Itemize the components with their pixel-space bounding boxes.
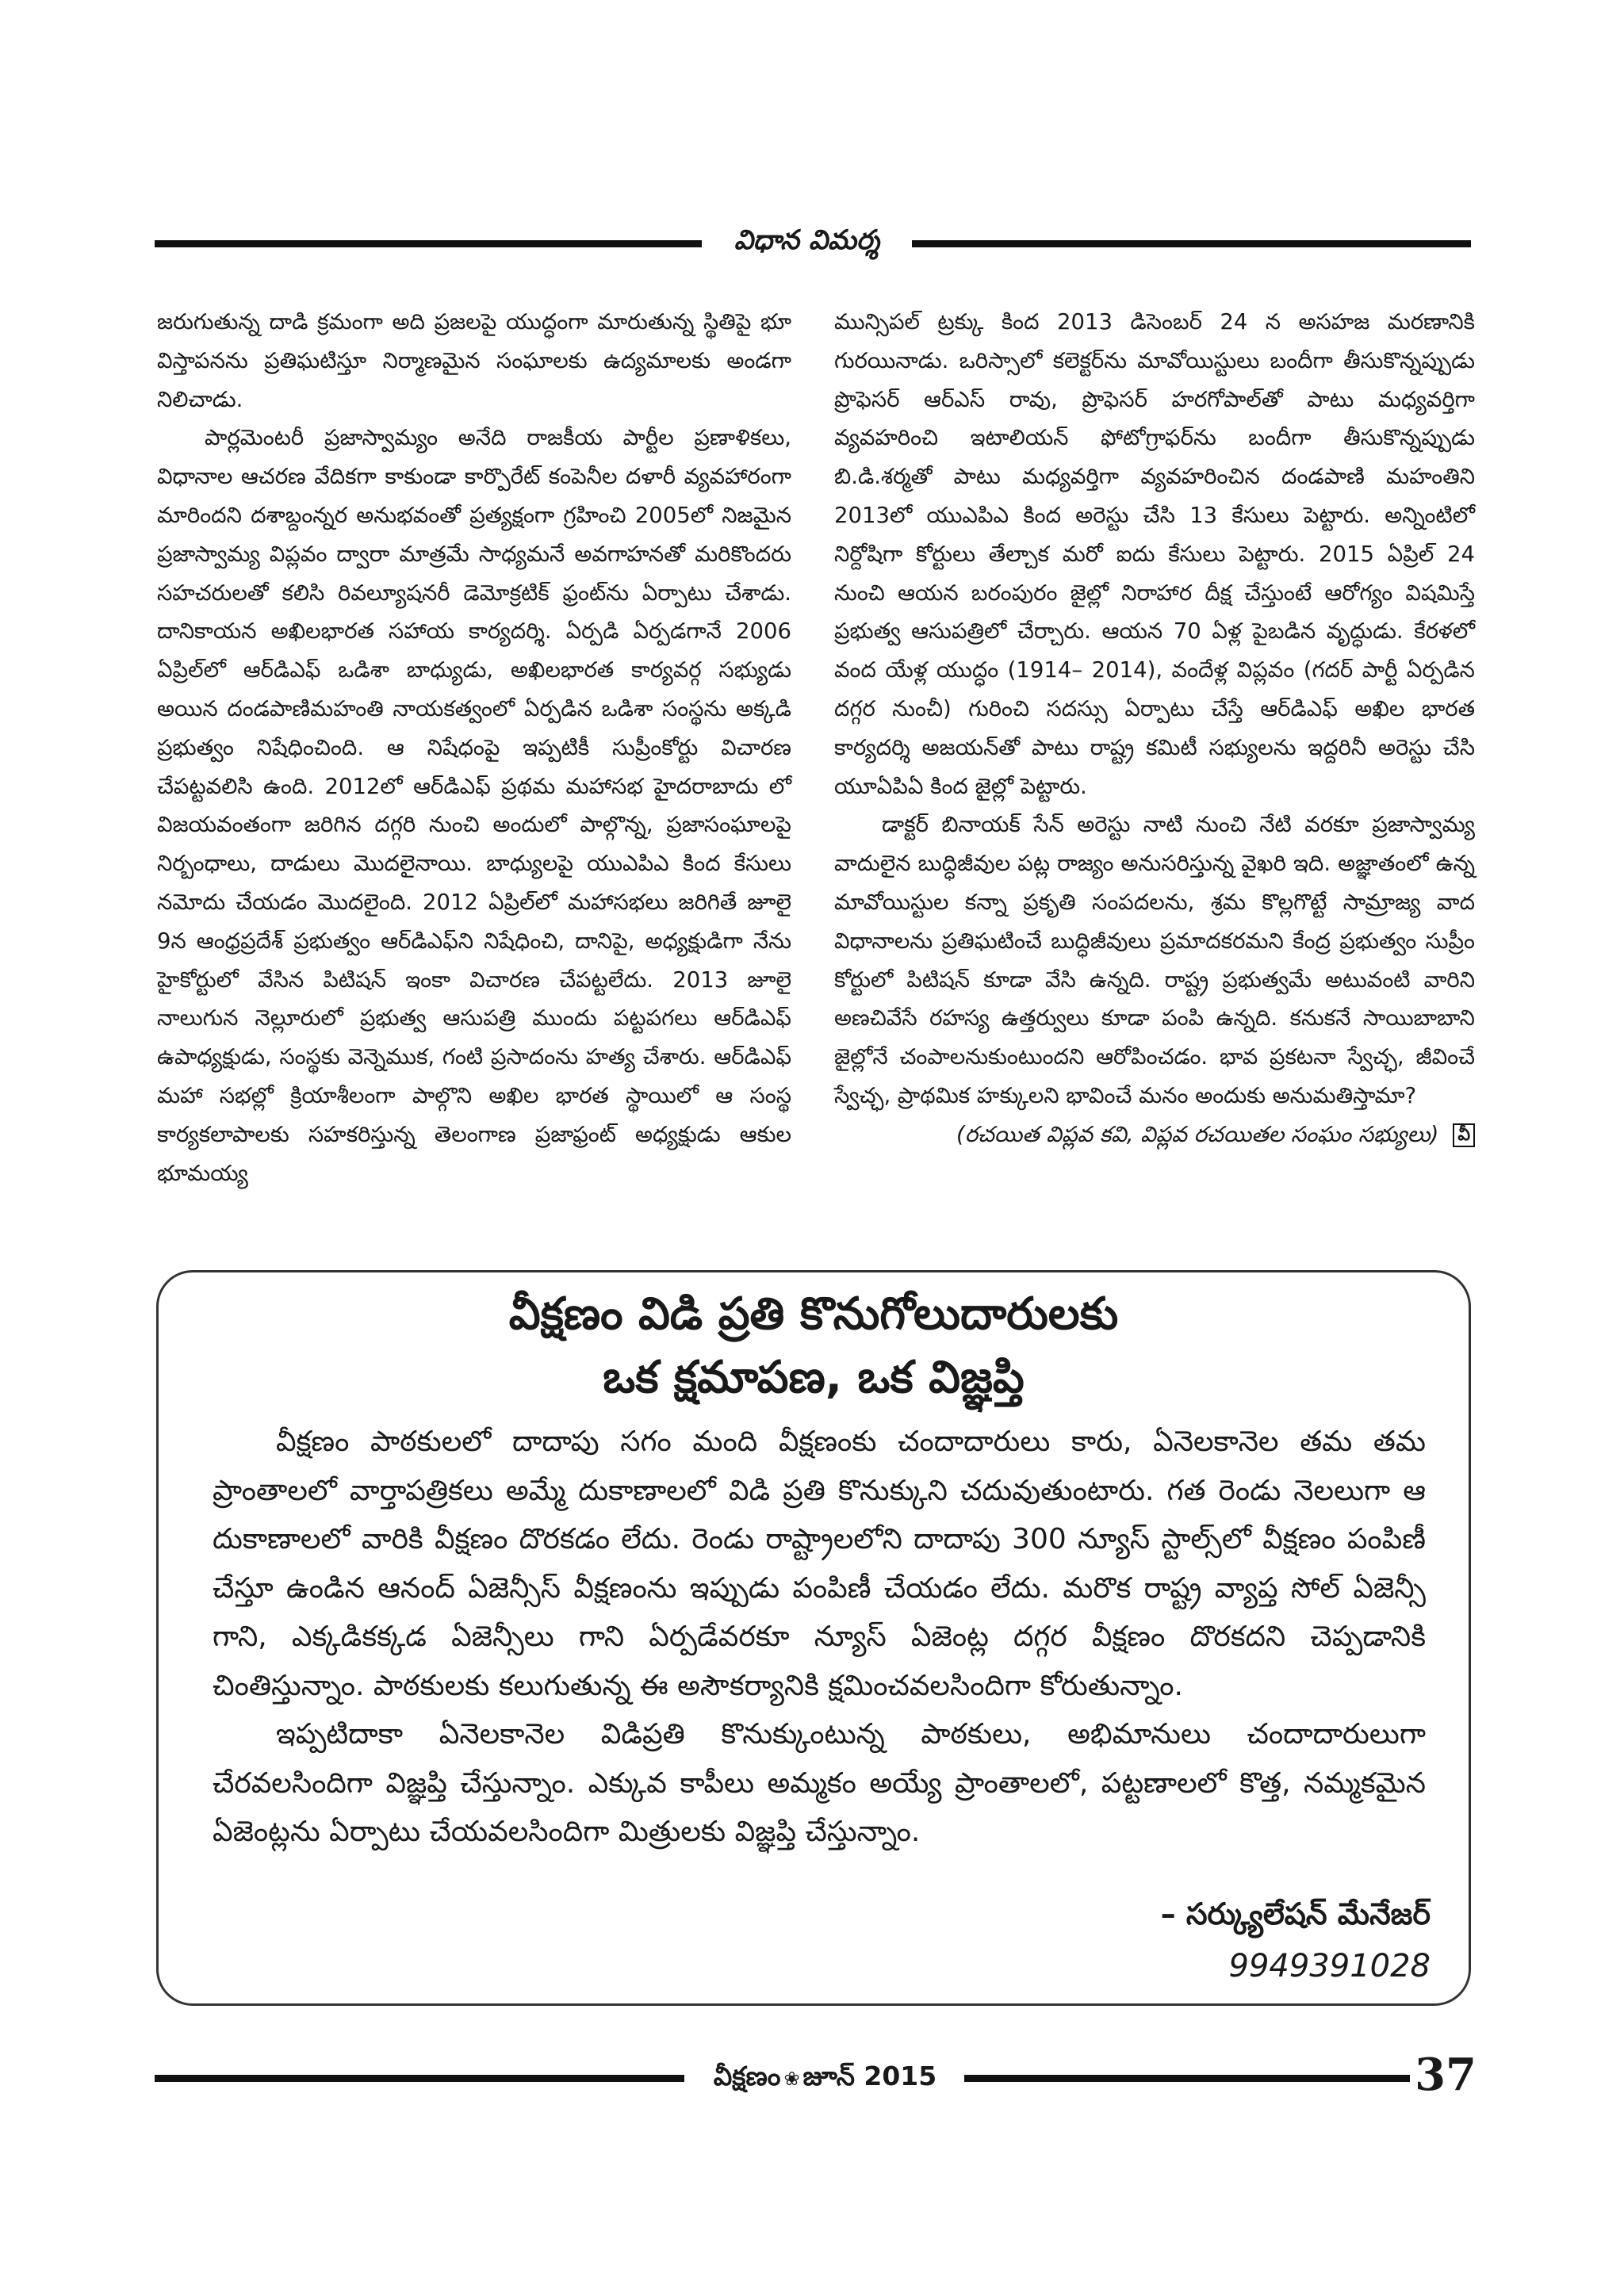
header-rule-left bbox=[155, 240, 702, 247]
notice-phone: 9949391028 bbox=[1228, 1948, 1431, 1984]
page-number: 37 bbox=[1415, 2049, 1477, 2101]
end-mark: వీ bbox=[1453, 1123, 1475, 1147]
footer-magazine-name: వీక్షణం bbox=[713, 2061, 781, 2091]
article-right-column bbox=[834, 303, 1475, 1154]
author-credit bbox=[834, 1115, 1475, 1154]
section-title: విధాన విమర్శ bbox=[733, 224, 880, 256]
notice-paragraph: ఇప్పటిదాకా ఏనెలకానెల విడిప్రతి కొనుక్కుంటున్న పాఠకులు, అభిమానులు చందాదారులుగా చేరవలసిందిగా విజ్ఞప్తి చేస్తున్నాం. ఎక్కువ కాపీలు అమ్మకం అయ్యే ప్రాంతాలలో, పట్టణాలలో కొత్త, నమ్మకమైన ఏజెంట్లను ఏర్పాటు చేయవలసిందిగా మిత్రులకు విజ్ఞప్తి చేస్తున్నాం. bbox=[213, 1718, 1426, 1848]
footer-rule-right bbox=[964, 2075, 1410, 2082]
notice-body bbox=[213, 1418, 1426, 1857]
author-credit-text: (రచయిత విప్లవ కవి, విప్లవ రచయితల సంఘం సభ్యులు) bbox=[956, 1121, 1439, 1147]
footer-rule-left bbox=[155, 2075, 684, 2082]
notice-paragraph: వీక్షణం పాఠకులలో దాదాపు సగం మంది వీక్షణంకు చందాదారులు కారు, ఏనెలకానెల తమ తమ ప్రాంతాలలో వార్తాపత్రికలు అమ్మే దుకాణాలలో విడి ప్రతి కొనుక్కుని చదువుతుంటారు. గత రెండు నెలలుగా ఆ దుకాణాలలో వారికి వీక్షణం దొరకడం లేదు. రెండు రాష్ట్రాలలోని దాదాపు 300 న్యూస్ స్టాల్స్‌లో వీక్షణం పంపిణీ చేస్తూ ఉండిన ఆనంద్ ఏజెన్సీస్ వీక్షణంను ఇప్పుడు పంపిణీ చేయడం లేదు. మరొక రాష్ట్ర వ్యాప్త సోల్ ఏజెన్సీ గాని, ఎక్కడికక్కడ ఏజెన్సీలు గాని ఏర్పడేవరకూ న్యూస్ ఏజెంట్ల దగ్గర వీక్షణం దొరకదని చెప్పడానికి చింతిస్తున్నాం. పాఠకులకు కలుగుతున్న ఈ అసౌకర్యానికి క్షమించవలసిందిగా కోరుతున్నాం. bbox=[213, 1425, 1426, 1702]
notice-signature: – సర్క్యులేషన్ మేనేజర్ bbox=[1160, 1896, 1431, 1931]
notice-subtitle: ఒక క్షమాపణ, ఒక విజ్ఞప్తి bbox=[603, 1352, 1025, 1403]
article-paragraph: డాక్టర్ బినాయక్ సేన్ అరెస్టు నాటి నుంచి నేటి వరకూ ప్రజాస్వామ్య వాదులైన బుద్ధిజీవుల పట్ల రాజ్యం అనుసరిస్తున్న వైఖరి ఇది. అజ్ఞాతంలో ఉన్న మావోయిస్టుల కన్నా ప్రకృతి సంపదలను, శ్రమ కొల్లగొట్టే సామ్రాజ్య వాద విధానాలను ప్రతిఘటించే బుద్ధిజీవులు ప్రమాదకరమని కేంద్ర ప్రభుత్వం సుప్రీం కోర్టులో పిటిషన్ కూడా వేసి ఉన్నది. రాష్ట్ర ప్రభుత్వమే అటువంటి వారిని అణచివేసే రహస్య ఉత్తర్వులు కూడా పంపి ఉన్నది. కనుకనే సాయిబాబాని జైల్లోనే చంపాలనుకుంటుందని ఆరోపించడం. భావ ప్రకటనా స్వేచ్ఛ, జీవించే స్వేచ్ఛ, ప్రాథమిక హక్కులని భావించే మనం అందుకు అనుమతిస్తామా? bbox=[834, 812, 1475, 1108]
notice-title: వీక్షణం విడి ప్రతి కొనుగోలుదారులకు bbox=[508, 1288, 1119, 1340]
article-paragraph: జరుగుతున్న దాడి క్రమంగా అది ప్రజలపై యుద్ధంగా మారుతున్న స్థితిపై భూ విస్తాపనను ప్రతిఘటిస్తూ నిర్మాణమైన సంఘాలకు ఉద్యమాలకు అండగా నిలిచాడు. bbox=[157, 309, 791, 412]
header-rule-right bbox=[912, 240, 1471, 247]
footer-issue: జూన్ 2015 bbox=[802, 2061, 937, 2091]
notice-box bbox=[156, 1270, 1471, 2006]
flower-icon: ❀ bbox=[783, 2068, 800, 2090]
article-paragraph: పార్లమెంటరీ ప్రజాస్వామ్యం అనేది రాజకీయ పార్టీల ప్రణాళికలు, విధానాల ఆచరణ వేదికగా కాకుండా కార్పొరేట్ కంపెనీల దళారీ వ్యవహారంగా మారిందని దశాబ్దంన్నర అనుభవంతో ప్రత్యక్షంగా గ్రహించి 2005లో నిజమైన ప్రజాస్వామ్య విప్లవం ద్వారా మాత్రమే సాధ్యమనే అవగాహనతో మరికొందరు సహచరులతో కలిసి రివల్యూషనరీ డెమోక్రటిక్ ఫ్రంట్‌ను ఏర్పాటు చేశాడు. దానికాయన అఖిలభారత సహాయ కార్యదర్శి. ఏర్పడి ఏర్పడగానే 2006 ఏప్రిల్‌లో ఆర్‌డిఎఫ్ ఒడిశా బాధ్యుడు, అఖిలభారత కార్యవర్గ సభ్యుడు అయిన దండపాణిమహంతి నాయకత్వంలో ఏర్పడిన ఒడిశా సంస్థను అక్కడి ప్రభుత్వం నిషేధించింది. ఆ నిషేధంపై ఇప్పటికీ సుప్రీంకోర్టు విచారణ చేపట్టవలిసి ఉంది. 2012లో ఆర్‌డిఎఫ్ ప్రథమ మహాసభ హైదరాబాదు లో విజయవంతంగా జరిగిన దగ్గరి నుంచి అందులో పాల్గొన్న, ప్రజాసంఘాలపై నిర్బంధాలు, దాడులు మొదలైనాయి. బాధ్యులపై యుఎపిఎ కింద కేసులు నమోదు చేయడం మొదలైంది. 2012 ఏప్రిల్‌లో మహాసభలు జరిగితే జూలై 9న ఆంధ్రప్రదేశ్ ప్రభుత్వం ఆర్‌డిఎఫ్‌ని నిషేధించి, దానిపై, అధ్యక్షుడిగా నేను హైకోర్టులో వేసిన పిటిషన్ ఇంకా విచారణ చేపట్టలేదు. 2013 జూలై నాలుగున నెల్లూరులో ప్రభుత్వ ఆసుపత్రి ముందు పట్టపగలు ఆర్‌డిఎఫ్ ఉపాధ్యక్షుడు, సంస్థకు వెన్నెముక, గంటి ప్రసాదంను హత్య చేశారు. ఆర్‌డిఎఫ్ మహా సభల్లో క్రియాశీలంగా పాల్గొని అఖిల భారత స్థాయిలో ఆ సంస్థ కార్యకలాపాలకు సహకరిస్తున్న తెలంగాణ ప్రజాఫ్రంట్ అధ్యక్షుడు ఆకుల భూమయ్య bbox=[157, 425, 791, 1186]
article-paragraph: మున్సిపల్ ట్రక్కు కింద 2013 డిసెంబర్ 24 న అసహజ మరణానికి గురయినాడు. ఒరిస్సాలో కలెక్టర్‌ను మావోయిస్టులు బందీగా తీసుకొన్నప్పుడు ప్రొఫెసర్ ఆర్‌ఎస్ రావు, ప్రొఫెసర్ హరగోపాల్‌తో పాటు మధ్యవర్తిగా వ్యవహరించి ఇటాలియన్ ఫోటోగ్రాఫర్‌ను బందీగా తీసుకొన్నప్పుడు బి.డి.శర్మతో పాటు మధ్యవర్తిగా వ్యవహరించిన దండపాణి మహంతిని 2013లో యుఎపిఎ కింద అరెస్టు చేసి 13 కేసులు పెట్టారు. అన్నింటిలో నిర్దోషిగా కోర్టులు తేల్చాక మరో ఐదు కేసులు పెట్టారు. 2015 ఏప్రిల్ 24 నుంచి ఆయన బరంపురం జైల్లో నిరాహార దీక్ష చేస్తుంటే ఆరోగ్యం విషమిస్తే ప్రభుత్వ ఆసుపత్రిలో చేర్చారు. ఆయన 70 ఏళ్ల పైబడిన వృద్ధుడు. కేరళలో వంద యేళ్ల యుద్ధం (1914– 2014), వందేళ్ల విప్లవం (గదర్ పార్టీ ఏర్పడిన దగ్గర నుంచీ) గురించి సదస్సు ఏర్పాటు చేస్తే ఆర్‌డిఎఫ్ అఖిల భారత కార్యదర్శి అజయన్‌తో పాటు రాష్ట్ర కమిటీ సభ్యులను ఇద్దరినీ అరెస్టు చేసి యూఏపిఏ కింద జైల్లో పెట్టారు. bbox=[834, 309, 1475, 799]
footer-masthead bbox=[688, 2061, 962, 2098]
article-left-column bbox=[157, 303, 791, 1192]
